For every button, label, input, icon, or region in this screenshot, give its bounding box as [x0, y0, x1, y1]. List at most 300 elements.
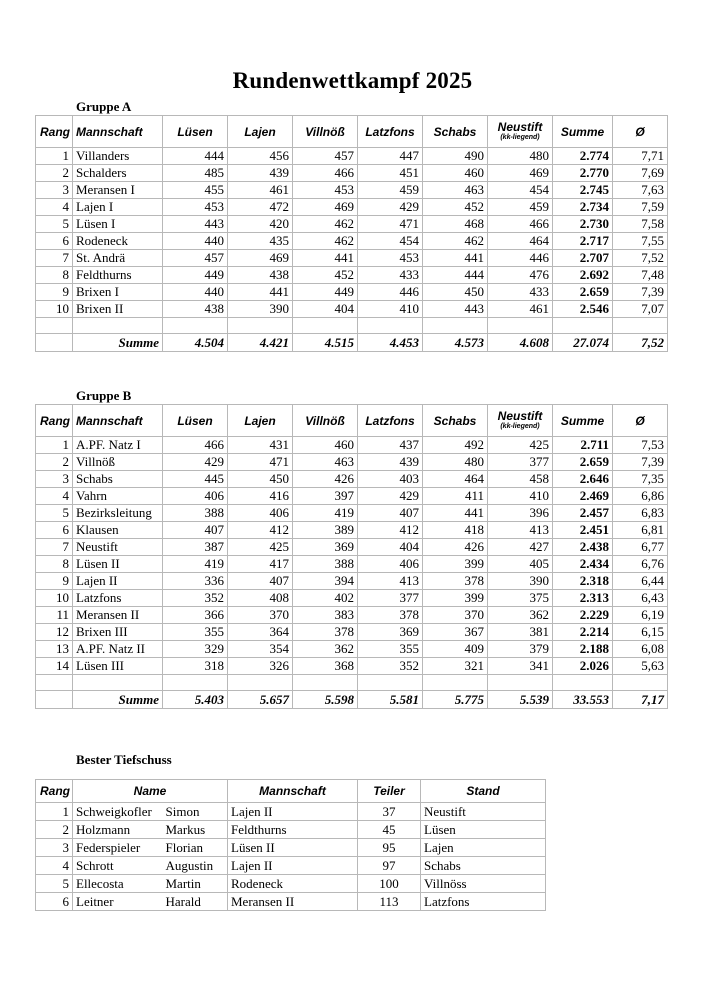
summe-cell: 2.229 [553, 607, 613, 624]
stand-cell: Latzfons [421, 893, 546, 911]
schabs-cell: 418 [423, 522, 488, 539]
empty-cell [163, 318, 228, 334]
rang-cell: 3 [36, 182, 73, 199]
villnoess-cell: 462 [293, 216, 358, 233]
luesen-cell: 445 [163, 471, 228, 488]
neustift-cell: 390 [488, 573, 553, 590]
luesen-cell: 485 [163, 165, 228, 182]
avg-cell: 7,07 [613, 301, 668, 318]
lajen-cell: 416 [228, 488, 293, 505]
empty-cell [488, 318, 553, 334]
schabs-cell: 370 [423, 607, 488, 624]
schabs-cell: 409 [423, 641, 488, 658]
team-cell: Meransen I [73, 182, 163, 199]
summe-cell: 2.214 [553, 624, 613, 641]
table-row [36, 454, 668, 471]
vorname-cell: Harald [163, 893, 228, 911]
mannschaft-cell: Lüsen II [228, 839, 358, 857]
team-cell: Brixen II [73, 301, 163, 318]
luesen-cell: 336 [163, 573, 228, 590]
latzfons-total: 4.453 [358, 334, 423, 352]
avg-cell: 7,35 [613, 471, 668, 488]
schabs-cell: 480 [423, 454, 488, 471]
summe-cell: 2.451 [553, 522, 613, 539]
teiler-cell: 45 [358, 821, 421, 839]
latzfons-cell: 406 [358, 556, 423, 573]
latzfons-cell: 453 [358, 250, 423, 267]
table-row [36, 839, 546, 857]
col-luesen: Lüsen [163, 116, 228, 148]
table-row [36, 857, 546, 875]
team-cell: Villnöß [73, 454, 163, 471]
schabs-cell: 490 [423, 148, 488, 165]
schabs-cell: 321 [423, 658, 488, 675]
team-cell: Lüsen III [73, 658, 163, 675]
neustift-cell: 433 [488, 284, 553, 301]
villnoess-cell: 404 [293, 301, 358, 318]
latzfons-cell: 433 [358, 267, 423, 284]
col-name: Name [73, 780, 228, 803]
col-luesen: Lüsen [163, 405, 228, 437]
empty-cell [73, 675, 163, 691]
team-cell: Brixen III [73, 624, 163, 641]
latzfons-cell: 429 [358, 199, 423, 216]
summe-cell: 2.659 [553, 454, 613, 471]
neustift-cell: 459 [488, 199, 553, 216]
avg-cell: 7,52 [613, 250, 668, 267]
summe-total: 33.553 [553, 691, 613, 709]
teiler-cell: 95 [358, 839, 421, 857]
lajen-cell: 390 [228, 301, 293, 318]
empty-cell [553, 675, 613, 691]
rang-cell: 5 [36, 505, 73, 522]
col-latzfons: Latzfons [358, 116, 423, 148]
villnoess-cell: 369 [293, 539, 358, 556]
teiler-cell: 37 [358, 803, 421, 821]
villnoess-cell: 441 [293, 250, 358, 267]
villnoess-cell: 449 [293, 284, 358, 301]
neustift-cell: 466 [488, 216, 553, 233]
lajen-cell: 438 [228, 267, 293, 284]
luesen-cell: 438 [163, 301, 228, 318]
header-row [36, 405, 668, 437]
avg-cell: 6,76 [613, 556, 668, 573]
team-cell: Lajen II [73, 573, 163, 590]
latzfons-cell: 369 [358, 624, 423, 641]
tiefschuss-header-row [36, 780, 546, 803]
table-row [36, 590, 668, 607]
avg-cell: 7,59 [613, 199, 668, 216]
team-cell: Villanders [73, 148, 163, 165]
totals-label: Summe [73, 334, 163, 352]
teiler-cell: 113 [358, 893, 421, 911]
avg-total: 7,52 [613, 334, 668, 352]
empty-cell [423, 318, 488, 334]
luesen-cell: 457 [163, 250, 228, 267]
empty-cell [228, 318, 293, 334]
header-row [36, 116, 668, 148]
neustift-cell: 469 [488, 165, 553, 182]
summe-total: 27.074 [553, 334, 613, 352]
group-label: Gruppe A [73, 99, 163, 116]
rang-cell: 3 [36, 471, 73, 488]
schabs-cell: 411 [423, 488, 488, 505]
col-rang: Rang [36, 780, 73, 803]
team-cell: A.PF. Natz II [73, 641, 163, 658]
table-row [36, 233, 668, 250]
empty-cell [613, 675, 668, 691]
vorname-cell: Simon [163, 803, 228, 821]
lajen-cell: 417 [228, 556, 293, 573]
team-cell: Bezirksleitung [73, 505, 163, 522]
villnoess-cell: 362 [293, 641, 358, 658]
luesen-cell: 352 [163, 590, 228, 607]
col-avg: Ø [613, 116, 668, 148]
table-row [36, 556, 668, 573]
villnoess-cell: 462 [293, 233, 358, 250]
col-villnoess: Villnöß [293, 405, 358, 437]
summe-cell: 2.434 [553, 556, 613, 573]
table-row [36, 573, 668, 590]
col-lajen: Lajen [228, 405, 293, 437]
totals-row [36, 334, 668, 352]
team-cell: Neustift [73, 539, 163, 556]
col-summe: Summe [553, 405, 613, 437]
empty-cell [293, 318, 358, 334]
summe-cell: 2.717 [553, 233, 613, 250]
avg-cell: 6,77 [613, 539, 668, 556]
rang-cell: 11 [36, 607, 73, 624]
avg-cell: 7,39 [613, 454, 668, 471]
schabs-cell: 444 [423, 267, 488, 284]
lajen-cell: 420 [228, 216, 293, 233]
col-latzfons: Latzfons [358, 405, 423, 437]
empty-cell [293, 675, 358, 691]
col-mannschaft: Mannschaft [73, 116, 163, 148]
team-cell: Feldthurns [73, 267, 163, 284]
team-cell: St. Andrä [73, 250, 163, 267]
lajen-cell: 370 [228, 607, 293, 624]
avg-cell: 7,39 [613, 284, 668, 301]
lajen-cell: 469 [228, 250, 293, 267]
latzfons-cell: 410 [358, 301, 423, 318]
luesen-cell: 366 [163, 607, 228, 624]
col-summe: Summe [553, 116, 613, 148]
col-avg: Ø [613, 405, 668, 437]
neustift-cell: 427 [488, 539, 553, 556]
latzfons-cell: 454 [358, 233, 423, 250]
luesen-cell: 466 [163, 437, 228, 454]
team-cell: Lüsen II [73, 556, 163, 573]
rang-cell: 10 [36, 590, 73, 607]
empty-cell [358, 675, 423, 691]
rang-cell: 2 [36, 165, 73, 182]
table-row [36, 803, 546, 821]
summe-cell: 2.745 [553, 182, 613, 199]
schabs-cell: 378 [423, 573, 488, 590]
rang-cell: 1 [36, 437, 73, 454]
latzfons-cell: 412 [358, 522, 423, 539]
villnoess-cell: 463 [293, 454, 358, 471]
luesen-cell: 429 [163, 454, 228, 471]
lajen-cell: 326 [228, 658, 293, 675]
avg-cell: 6,83 [613, 505, 668, 522]
latzfons-cell: 451 [358, 165, 423, 182]
villnoess-cell: 368 [293, 658, 358, 675]
schabs-cell: 426 [423, 539, 488, 556]
summe-cell: 2.734 [553, 199, 613, 216]
vorname-cell: Martin [163, 875, 228, 893]
villnoess-cell: 389 [293, 522, 358, 539]
col-mannschaft: Mannschaft [73, 405, 163, 437]
neustift-cell: 396 [488, 505, 553, 522]
luesen-cell: 419 [163, 556, 228, 573]
neustift-cell: 413 [488, 522, 553, 539]
avg-cell: 7,55 [613, 233, 668, 250]
schabs-total: 4.573 [423, 334, 488, 352]
stand-cell: Neustift [421, 803, 546, 821]
rang-cell: 2 [36, 821, 73, 839]
villnoess-cell: 469 [293, 199, 358, 216]
lajen-cell: 364 [228, 624, 293, 641]
latzfons-cell: 378 [358, 607, 423, 624]
table-row [36, 267, 668, 284]
mannschaft-cell: Lajen II [228, 857, 358, 875]
neustift-cell: 381 [488, 624, 553, 641]
luesen-cell: 388 [163, 505, 228, 522]
lajen-cell: 456 [228, 148, 293, 165]
neustift-cell: 454 [488, 182, 553, 199]
empty-cell [553, 318, 613, 334]
lajen-cell: 354 [228, 641, 293, 658]
lajen-cell: 406 [228, 505, 293, 522]
latzfons-cell: 459 [358, 182, 423, 199]
rang-cell: 4 [36, 857, 73, 875]
rang-cell: 6 [36, 233, 73, 250]
villnoess-cell: 397 [293, 488, 358, 505]
summe-cell: 2.730 [553, 216, 613, 233]
lajen-cell: 407 [228, 573, 293, 590]
villnoess-cell: 452 [293, 267, 358, 284]
empty-cell [36, 318, 73, 334]
mannschaft-cell: Meransen II [228, 893, 358, 911]
summe-cell: 2.457 [553, 505, 613, 522]
summe-cell: 2.469 [553, 488, 613, 505]
villnoess-cell: 457 [293, 148, 358, 165]
neustift-cell: 446 [488, 250, 553, 267]
page-title: Rundenwettkampf 2025 [232, 68, 473, 93]
lajen-cell: 439 [228, 165, 293, 182]
empty-cell [488, 675, 553, 691]
latzfons-cell: 429 [358, 488, 423, 505]
teiler-cell: 100 [358, 875, 421, 893]
summe-cell: 2.546 [553, 301, 613, 318]
nachname-cell: Holzmann [73, 821, 163, 839]
table-row [36, 505, 668, 522]
avg-cell: 6,44 [613, 573, 668, 590]
rang-cell: 5 [36, 216, 73, 233]
gruppe-b-table [35, 387, 668, 709]
schabs-cell: 452 [423, 199, 488, 216]
avg-cell: 7,58 [613, 216, 668, 233]
rang-cell: 2 [36, 454, 73, 471]
villnoess-cell: 394 [293, 573, 358, 590]
team-cell: Rodeneck [73, 233, 163, 250]
villnoess-cell: 453 [293, 182, 358, 199]
col-schabs: Schabs [423, 116, 488, 148]
table-row [36, 658, 668, 675]
schabs-cell: 399 [423, 590, 488, 607]
schabs-cell: 492 [423, 437, 488, 454]
avg-cell: 7,63 [613, 182, 668, 199]
table-row [36, 216, 668, 233]
luesen-cell: 444 [163, 148, 228, 165]
nachname-cell: Schweigkofler [73, 803, 163, 821]
table-row [36, 607, 668, 624]
villnoess-cell: 460 [293, 437, 358, 454]
schabs-cell: 468 [423, 216, 488, 233]
latzfons-cell: 471 [358, 216, 423, 233]
luesen-cell: 455 [163, 182, 228, 199]
empty-cell [36, 691, 73, 709]
neustift-cell: 341 [488, 658, 553, 675]
rang-cell: 8 [36, 556, 73, 573]
neustift-cell: 377 [488, 454, 553, 471]
team-cell: Lajen I [73, 199, 163, 216]
team-cell: Vahrn [73, 488, 163, 505]
table-row [36, 641, 668, 658]
empty-row [36, 675, 668, 691]
col-rang: Rang [36, 405, 73, 437]
lajen-total: 4.421 [228, 334, 293, 352]
rang-cell: 4 [36, 199, 73, 216]
luesen-cell: 355 [163, 624, 228, 641]
mannschaft-cell: Rodeneck [228, 875, 358, 893]
table-row [36, 875, 546, 893]
col-rang: Rang [36, 116, 73, 148]
rang-cell: 1 [36, 803, 73, 821]
nachname-cell: Schrott [73, 857, 163, 875]
schabs-cell: 464 [423, 471, 488, 488]
schabs-cell: 463 [423, 182, 488, 199]
table-row [36, 148, 668, 165]
totals-row [36, 691, 668, 709]
table-row [36, 437, 668, 454]
table-row [36, 624, 668, 641]
neustift-cell: 458 [488, 471, 553, 488]
lajen-total: 5.657 [228, 691, 293, 709]
neustift-total: 4.608 [488, 334, 553, 352]
empty-row [36, 318, 668, 334]
col-lajen: Lajen [228, 116, 293, 148]
schabs-cell: 441 [423, 505, 488, 522]
table-row [36, 165, 668, 182]
table-row [36, 301, 668, 318]
empty-cell [36, 334, 73, 352]
summe-cell: 2.692 [553, 267, 613, 284]
rang-cell: 8 [36, 267, 73, 284]
rang-cell: 5 [36, 875, 73, 893]
rang-cell: 6 [36, 522, 73, 539]
latzfons-cell: 447 [358, 148, 423, 165]
villnoess-cell: 419 [293, 505, 358, 522]
empty-cell [163, 675, 228, 691]
villnoess-cell: 378 [293, 624, 358, 641]
empty-cell [613, 318, 668, 334]
neustift-cell: 461 [488, 301, 553, 318]
team-cell: Meransen II [73, 607, 163, 624]
avg-cell: 6,15 [613, 624, 668, 641]
table-row [36, 471, 668, 488]
neustift-cell: 405 [488, 556, 553, 573]
summe-cell: 2.659 [553, 284, 613, 301]
neustift-cell: 362 [488, 607, 553, 624]
rang-cell: 7 [36, 539, 73, 556]
latzfons-cell: 403 [358, 471, 423, 488]
stand-cell: Villnöss [421, 875, 546, 893]
latzfons-cell: 355 [358, 641, 423, 658]
col-mannschaft: Mannschaft [228, 780, 358, 803]
avg-total: 7,17 [613, 691, 668, 709]
villnoess-cell: 383 [293, 607, 358, 624]
lajen-cell: 408 [228, 590, 293, 607]
luesen-cell: 329 [163, 641, 228, 658]
luesen-cell: 443 [163, 216, 228, 233]
stand-cell: Lajen [421, 839, 546, 857]
summe-cell: 2.438 [553, 539, 613, 556]
villnoess-cell: 466 [293, 165, 358, 182]
rang-cell: 13 [36, 641, 73, 658]
rang-cell: 9 [36, 284, 73, 301]
avg-cell: 6,43 [613, 590, 668, 607]
neustift-cell: 375 [488, 590, 553, 607]
table-row [36, 250, 668, 267]
table-row [36, 522, 668, 539]
luesen-cell: 407 [163, 522, 228, 539]
avg-cell: 7,71 [613, 148, 668, 165]
neustift-cell: 464 [488, 233, 553, 250]
vorname-cell: Florian [163, 839, 228, 857]
neustift-cell: 480 [488, 148, 553, 165]
teiler-cell: 97 [358, 857, 421, 875]
luesen-cell: 440 [163, 233, 228, 250]
avg-cell: 6,19 [613, 607, 668, 624]
rang-cell: 6 [36, 893, 73, 911]
avg-cell: 6,81 [613, 522, 668, 539]
neustift-cell: 410 [488, 488, 553, 505]
schabs-cell: 462 [423, 233, 488, 250]
empty-cell [423, 675, 488, 691]
neustift-cell: 425 [488, 437, 553, 454]
latzfons-cell: 446 [358, 284, 423, 301]
luesen-total: 5.403 [163, 691, 228, 709]
summe-cell: 2.646 [553, 471, 613, 488]
team-cell: Klausen [73, 522, 163, 539]
team-cell: Schabs [73, 471, 163, 488]
rang-cell: 1 [36, 148, 73, 165]
rang-cell: 7 [36, 250, 73, 267]
avg-cell: 7,69 [613, 165, 668, 182]
team-cell: Lüsen I [73, 216, 163, 233]
avg-cell: 5,63 [613, 658, 668, 675]
lajen-cell: 441 [228, 284, 293, 301]
schabs-cell: 441 [423, 250, 488, 267]
lajen-cell: 435 [228, 233, 293, 250]
latzfons-cell: 413 [358, 573, 423, 590]
villnoess-cell: 402 [293, 590, 358, 607]
summe-cell: 2.707 [553, 250, 613, 267]
team-cell: Latzfons [73, 590, 163, 607]
